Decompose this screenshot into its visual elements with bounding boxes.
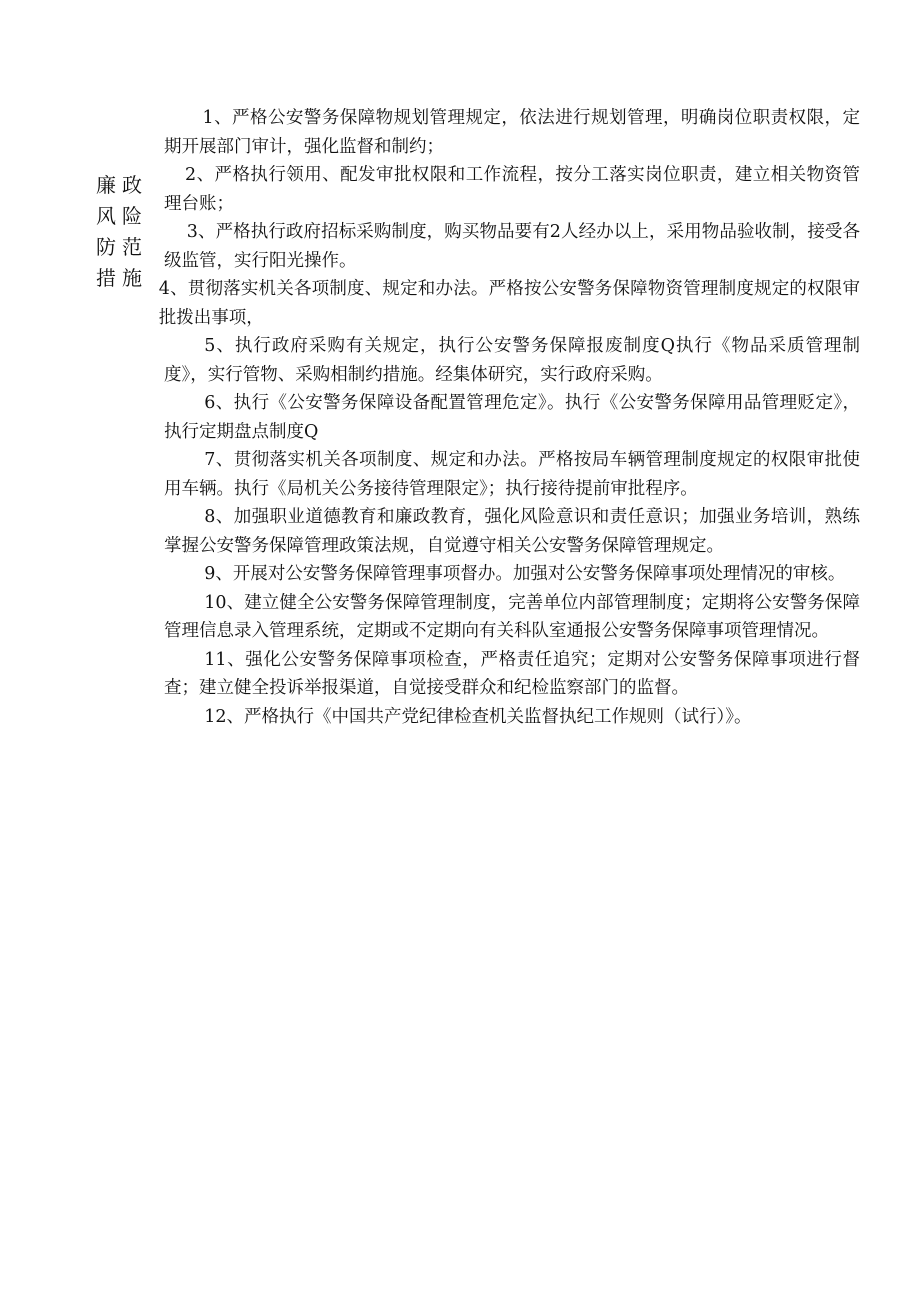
measures-list — [158, 104, 860, 731]
measure-item-4: 4、贯彻落实机关各项制度、规定和办法。严格按公安警务保障物资管理制度规定的权限审批拨出事项， — [158, 279, 860, 328]
measure-item-11: 11、强化公安警务保障事项检查，严格责任追究；定期对公安警务保障事项进行督查；建立健全投诉举报渠道，自觉接受群众和纪检监察部门的监督。 — [164, 649, 860, 698]
measure-item-6: 6、执行《公安警务保障设备配置管理危定》。执行《公安警务保障用品管理贬定》，执行定期盘点制度Q — [164, 393, 860, 442]
measure-item-9: 9、开展对公安警务保障管理事项督办。加强对公安警务保障事项处理情况的审核。 — [204, 564, 846, 584]
measure-item-5: 5、执行政府采购有关规定，执行公安警务保障报废制度Q执行《物品采质管理制度》，实行管物、采购相制约措施。经集体研究，实行政府采购。 — [164, 336, 860, 385]
measure-item-3: 3、严格执行政府招标采购制度，购买物品要有2人经办以上，采用物品验收制，接受各级监管，实行阳光操作。 — [164, 222, 860, 271]
measure-item-2: 2、严格执行领用、配发审批权限和工作流程，按分工落实岗位职责，建立相关物资管理台账； — [164, 165, 860, 214]
side-label-line-1: 廉政 — [96, 173, 148, 197]
side-label-line-3: 防范 — [96, 235, 148, 259]
measure-item-1: 1、严格公安警务保障物规划管理规定，依法进行规划管理，明确岗位职责权限，定期开展部门审计，强化监督和制约； — [164, 108, 860, 157]
side-label-line-4: 措施 — [96, 266, 148, 290]
measure-item-12: 12、严格执行《中国共产党纪律检查机关监督执纪工作规则（试行）》。 — [204, 706, 752, 727]
measure-item-8: 8、加强职业道德教育和廉政教育，强化风险意识和责任意识；加强业务培训，熟练掌握公安警务保障管理政策法规，自觉遵守相关公安警务保障管理规定。 — [164, 507, 860, 556]
side-label-line-2: 风险 — [96, 204, 148, 228]
measure-item-10: 10、建立健全公安警务保障管理制度，完善单位内部管理制度；定期将公安警务保障管理信息录入管理系统，定期或不定期向有关科队室通报公安警务保障事项管理情况。 — [164, 592, 860, 641]
side-label-column — [96, 170, 158, 294]
measure-item-7: 7、贯彻落实机关各项制度、规定和办法。严格按局车辆管理制度规定的权限审批使用车辆。执行《局机关公务接待管理限定》；执行接待提前审批程序。 — [164, 450, 860, 499]
